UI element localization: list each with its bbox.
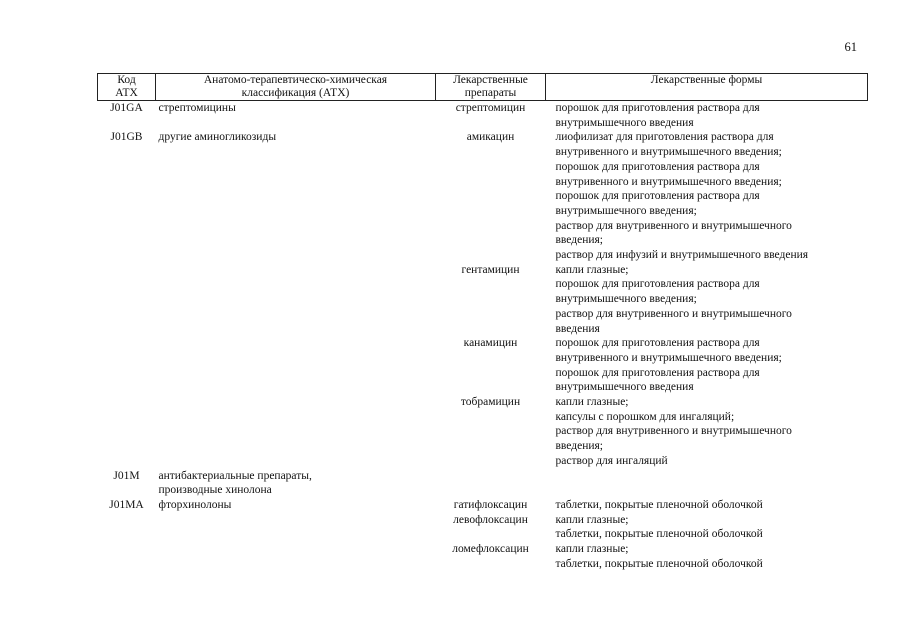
dosage-form-line: введения; bbox=[555, 440, 603, 453]
drug-name: гентамицин bbox=[461, 263, 520, 276]
atc-code: J01GA bbox=[110, 102, 143, 114]
dosage-forms bbox=[546, 513, 868, 542]
drug-name: амикацин bbox=[466, 131, 515, 144]
classification-line: фторхинолоны bbox=[158, 498, 232, 511]
table-row bbox=[98, 542, 868, 571]
table-body bbox=[98, 101, 868, 572]
dosage-form-line: порошок для приготовления раствора для bbox=[555, 278, 760, 291]
atc-code bbox=[98, 542, 156, 571]
dosage-form-line: раствор для внутривенного и внутримышечного bbox=[555, 219, 792, 232]
dosage-form-line: капли глазные; bbox=[555, 263, 629, 276]
drug-name: тобрамицин bbox=[460, 396, 521, 409]
dosage-form-line: внутривенного и внутримышечного введения; bbox=[555, 351, 782, 364]
dosage-form-line: раствор для инфузий и внутримышечного введения bbox=[555, 249, 809, 262]
table-row bbox=[98, 469, 868, 498]
table-header-row bbox=[98, 74, 868, 101]
dosage-forms bbox=[546, 542, 868, 571]
table-row bbox=[98, 498, 868, 513]
atc-code: J01M bbox=[113, 469, 140, 482]
dosage-form-line: порошок для приготовления раствора для bbox=[555, 337, 760, 350]
dosage-form-line: введения; bbox=[555, 234, 603, 247]
drug-name: гатифлоксацин bbox=[453, 498, 528, 511]
dosage-form-line: капсулы с порошком для ингаляций; bbox=[555, 410, 735, 423]
classification-line: антибактериальные препараты, bbox=[158, 469, 312, 482]
classification-line: стрептомицины bbox=[158, 102, 236, 114]
table-row bbox=[98, 513, 868, 542]
atc-classification bbox=[156, 542, 436, 571]
atc-code bbox=[98, 395, 156, 469]
dosage-forms bbox=[546, 469, 868, 498]
drug-name: левофлоксацин bbox=[453, 513, 528, 526]
atc-table bbox=[97, 73, 868, 572]
atc-classification bbox=[156, 101, 436, 131]
atc-code: J01MA bbox=[109, 498, 144, 511]
dosage-form-line: таблетки, покрытые пленочной оболочкой bbox=[555, 498, 763, 511]
header-classification: Анатомо-терапевтическо-химическая классификация (АТХ) bbox=[156, 74, 436, 101]
atc-classification bbox=[156, 130, 436, 262]
atc-classification bbox=[156, 513, 436, 542]
dosage-forms bbox=[546, 336, 868, 395]
dosage-form-line: капли глазные; bbox=[555, 513, 629, 526]
table-row bbox=[98, 263, 868, 337]
drug-name bbox=[436, 469, 546, 498]
dosage-form-line: капли глазные; bbox=[555, 396, 629, 409]
dosage-form-line: внутримышечного введения; bbox=[555, 204, 697, 217]
dosage-form-line: внутримышечного введения bbox=[555, 381, 694, 394]
drug-name: стрептомицин bbox=[455, 102, 526, 114]
dosage-forms bbox=[546, 498, 868, 513]
header-drugs: Лекарственные препараты bbox=[436, 74, 546, 101]
header-forms: Лекарственные формы bbox=[546, 74, 868, 101]
atc-code bbox=[98, 263, 156, 337]
atc-classification bbox=[156, 469, 436, 498]
drug-name: канамицин bbox=[463, 337, 518, 350]
table-row bbox=[98, 101, 868, 131]
dosage-form-line: таблетки, покрытые пленочной оболочкой bbox=[555, 557, 763, 570]
table-row bbox=[98, 395, 868, 469]
dosage-form-line: порошок для приготовления раствора для bbox=[555, 102, 760, 114]
dosage-form-line: раствор для внутривенного и внутримышечного bbox=[555, 307, 792, 320]
dosage-form-line: капли глазные; bbox=[555, 543, 629, 556]
dosage-forms bbox=[546, 101, 868, 131]
table-row bbox=[98, 336, 868, 395]
dosage-form-line: внутримышечного введения bbox=[555, 116, 694, 129]
drug-name: ломефлоксацин bbox=[452, 543, 529, 556]
dosage-forms bbox=[546, 395, 868, 469]
dosage-form-line: введения bbox=[555, 322, 600, 335]
dosage-forms bbox=[546, 263, 868, 337]
atc-code bbox=[98, 336, 156, 395]
atc-code bbox=[98, 513, 156, 542]
header-code: Код АТХ bbox=[98, 74, 156, 101]
page-number: 61 bbox=[844, 40, 857, 54]
dosage-forms bbox=[546, 130, 868, 262]
dosage-form-line: таблетки, покрытые пленочной оболочкой bbox=[555, 528, 763, 541]
dosage-form-line: внутривенного и внутримышечного введения; bbox=[555, 175, 782, 188]
atc-classification bbox=[156, 498, 436, 513]
table-row bbox=[98, 130, 868, 262]
dosage-form-line: раствор для ингаляций bbox=[555, 454, 668, 467]
classification-line: производные хинолона bbox=[158, 484, 272, 497]
dosage-form-line: порошок для приготовления раствора для bbox=[555, 190, 760, 203]
atc-classification bbox=[156, 263, 436, 337]
dosage-form-line: внутривенного и внутримышечного введения; bbox=[555, 146, 782, 159]
dosage-form-line: порошок для приготовления раствора для bbox=[555, 160, 760, 173]
atc-classification bbox=[156, 395, 436, 469]
dosage-form-line: лиофилизат для приготовления раствора для bbox=[555, 131, 774, 144]
dosage-form-line: порошок для приготовления раствора для bbox=[555, 366, 760, 379]
dosage-form-line: внутримышечного введения; bbox=[555, 293, 697, 306]
atc-code: J01GB bbox=[110, 131, 143, 144]
atc-classification bbox=[156, 336, 436, 395]
dosage-form-line: раствор для внутривенного и внутримышечного bbox=[555, 425, 792, 438]
classification-line: другие аминогликозиды bbox=[158, 131, 277, 144]
